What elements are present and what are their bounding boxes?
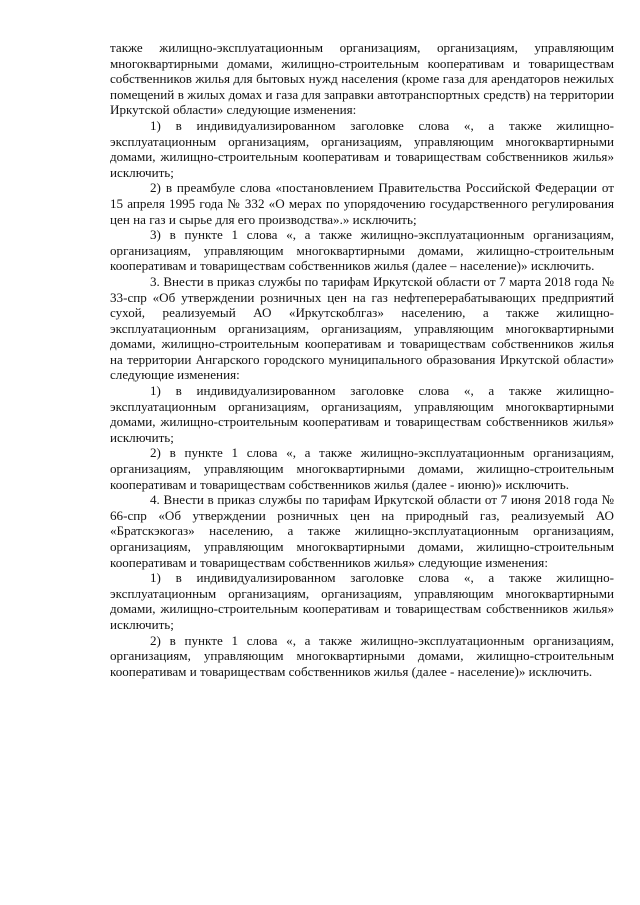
- paragraph-continuation: также жилищно-эксплуатационным организациям, организациям, управляющим многоквартирными домами, жилищно-строительным кооперативам и товариществам собственников жилья для бытовых нужд населения (кроме газа для арендаторов нежилых помещений в жилых домах и газа для заправки автотранспортных средств) на территории Иркутской области» следующие изменения:: [110, 40, 614, 118]
- paragraph-item-1: 1) в индивидуализированном заголовке слова «, а также жилищно-эксплуатационным организациям, организациям, управляющим многоквартирными домами, жилищно-строительным кооперативам и товариществам собственников жилья» исключить;: [110, 117, 614, 180]
- paragraph-item-2: 2) в преамбуле слова «постановлением Правительства Российской Федерации от 15 апреля 1995 года № 332 «О мерах по упорядочению государственного регулирования цен на газ и сырье для его производства».» исключить;: [110, 180, 614, 227]
- paragraph-item-3: 3) в пункте 1 слова «, а также жилищно-эксплуатационным организациям, организациям, управляющим многоквартирными домами, жилищно-строительным кооперативам и товариществам собственников жилья (далее – население)» исключить.: [110, 227, 614, 274]
- paragraph-section-4: 4. Внести в приказ службы по тарифам Иркутской области от 7 июня 2018 года № 66-спр «Об утверждении розничных цен на природный газ, реализуемый АО «Братскэкогаз» населению, а также жилищно-эксплуатационным организациям, организациям, управляющим многоквартирными домами, жилищно-строительным кооперативам и товариществам собственников жилья» следующие изменения:: [110, 492, 614, 570]
- paragraph-section-4-item-2: 2) в пункте 1 слова «, а также жилищно-эксплуатационным организациям, организациям, управляющим многоквартирными домами, жилищно-строительным кооперативам и товариществам собственников жилья (далее - население)» исключить.: [110, 632, 614, 679]
- paragraph-section-3-item-2: 2) в пункте 1 слова «, а также жилищно-эксплуатационным организациям, организациям, управляющим многоквартирными домами, жилищно-строительным кооперативам и товариществам собственников жилья (далее - июню)» исключить.: [110, 445, 614, 492]
- document-page: [110, 40, 614, 679]
- paragraph-section-3: 3. Внести в приказ службы по тарифам Иркутской области от 7 марта 2018 года № 33-спр «Об утверждении розничных цен на газ нефтеперерабатывающих предприятий сухой, реализуемый АО «Иркутскоблгаз» населению, а также жилищно-эксплуатационным организациям, организациям, управляющим многоквартирными домами, жилищно-строительным кооперативам и товариществам собственников жилья на территории Ангарского городского муниципального образования Иркутской области» следующие изменения:: [110, 273, 614, 383]
- paragraph-section-3-item-1: 1) в индивидуализированном заголовке слова «, а также жилищно-эксплуатационным организациям, организациям, управляющим многоквартирными домами, жилищно-строительным кооперативам и товариществам собственников жилья» исключить;: [110, 383, 614, 445]
- paragraph-section-4-item-1: 1) в индивидуализированном заголовке слова «, а также жилищно-эксплуатационным организациям, организациям, управляющим многоквартирными домами, жилищно-строительным кооперативам и товариществам собственников жилья» исключить;: [110, 570, 614, 632]
